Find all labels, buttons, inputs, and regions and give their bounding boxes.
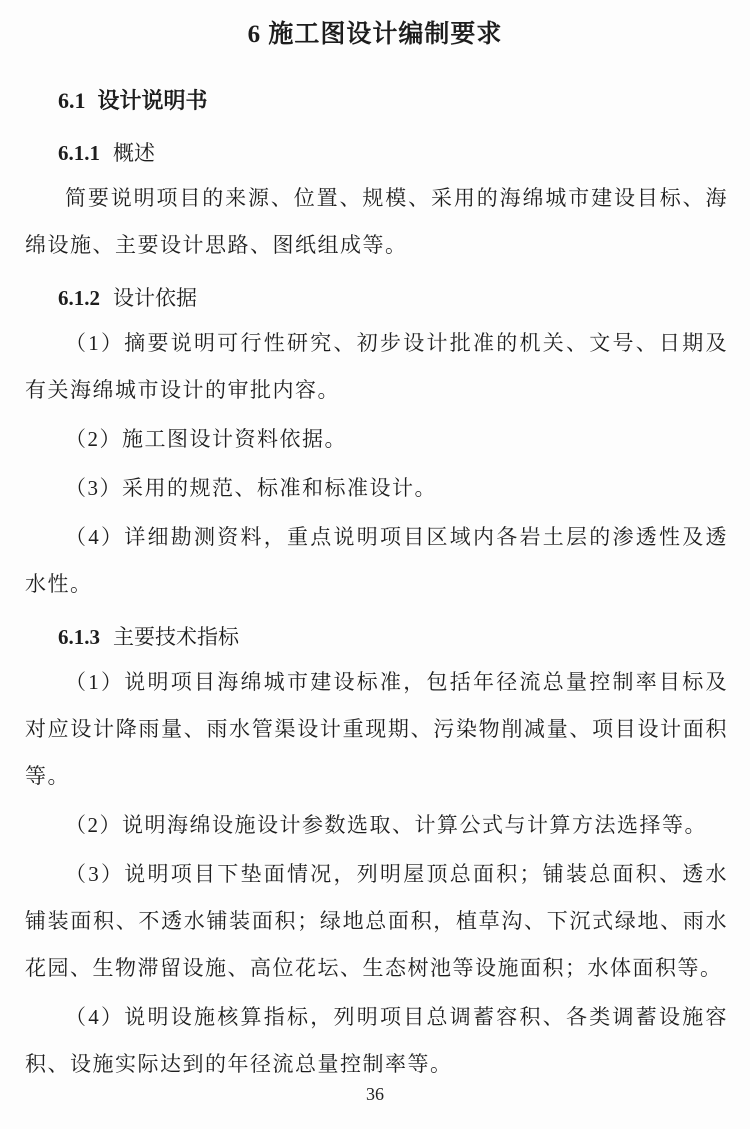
subsection-number: 6.1.2 — [58, 286, 100, 310]
subsection-heading-6-1-1 — [58, 130, 725, 177]
subsection-title: 设计依据 — [113, 286, 197, 310]
subsection-heading-6-1-3 — [58, 614, 725, 661]
paragraph: （3）说明项目下垫面情况，列明屋顶总面积；铺装总面积、透水铺装面积、不透水铺装面积；绿地总面积，植草沟、下沉式绿地、雨水花园、生物滞留设施、高位花坛、生态树池等设施面积；水体面积等。 — [25, 862, 728, 980]
paragraph: （1）摘要说明可行性研究、初步设计批准的机关、文号、日期及有关海绵城市设计的审批内容。 — [25, 331, 728, 402]
subsection-title: 概述 — [113, 141, 155, 165]
paragraph: （3）采用的规范、标准和标准设计。 — [65, 476, 437, 500]
subsection-title: 主要技术指标 — [113, 625, 239, 649]
chapter-title: 6 施工图设计编制要求 — [247, 21, 503, 48]
page-footer — [0, 1082, 750, 1106]
section-number: 6.1 — [58, 88, 86, 113]
paragraph: （1）说明项目海绵城市建设标准，包括年径流总量控制率目标及对应设计降雨量、雨水管渠设计重现期、污染物削减量、项目设计面积等。 — [25, 670, 728, 788]
subsection-heading-6-1-2 — [58, 275, 725, 322]
paragraph: （2）施工图设计资料依据。 — [65, 427, 347, 451]
paragraph: （2）说明海绵设施设计参数选取、计算公式与计算方法选择等。 — [65, 813, 707, 837]
page-number: 36 — [366, 1084, 384, 1104]
section-heading — [58, 77, 725, 124]
subsection-number: 6.1.3 — [58, 625, 100, 649]
subsection-number: 6.1.1 — [58, 141, 100, 165]
paragraph: （4）详细勘测资料，重点说明项目区域内各岩土层的渗透性及透水性。 — [25, 525, 728, 596]
paragraph: （4）说明设施核算指标，列明项目总调蓄容积、各类调蓄设施容积、设施实际达到的年径流总量控制率等。 — [25, 1005, 728, 1076]
paragraph: 简要说明项目的来源、位置、规模、采用的海绵城市建设目标、海绵设施、主要设计思路、图纸组成等。 — [25, 186, 728, 257]
section-title: 设计说明书 — [97, 88, 208, 113]
